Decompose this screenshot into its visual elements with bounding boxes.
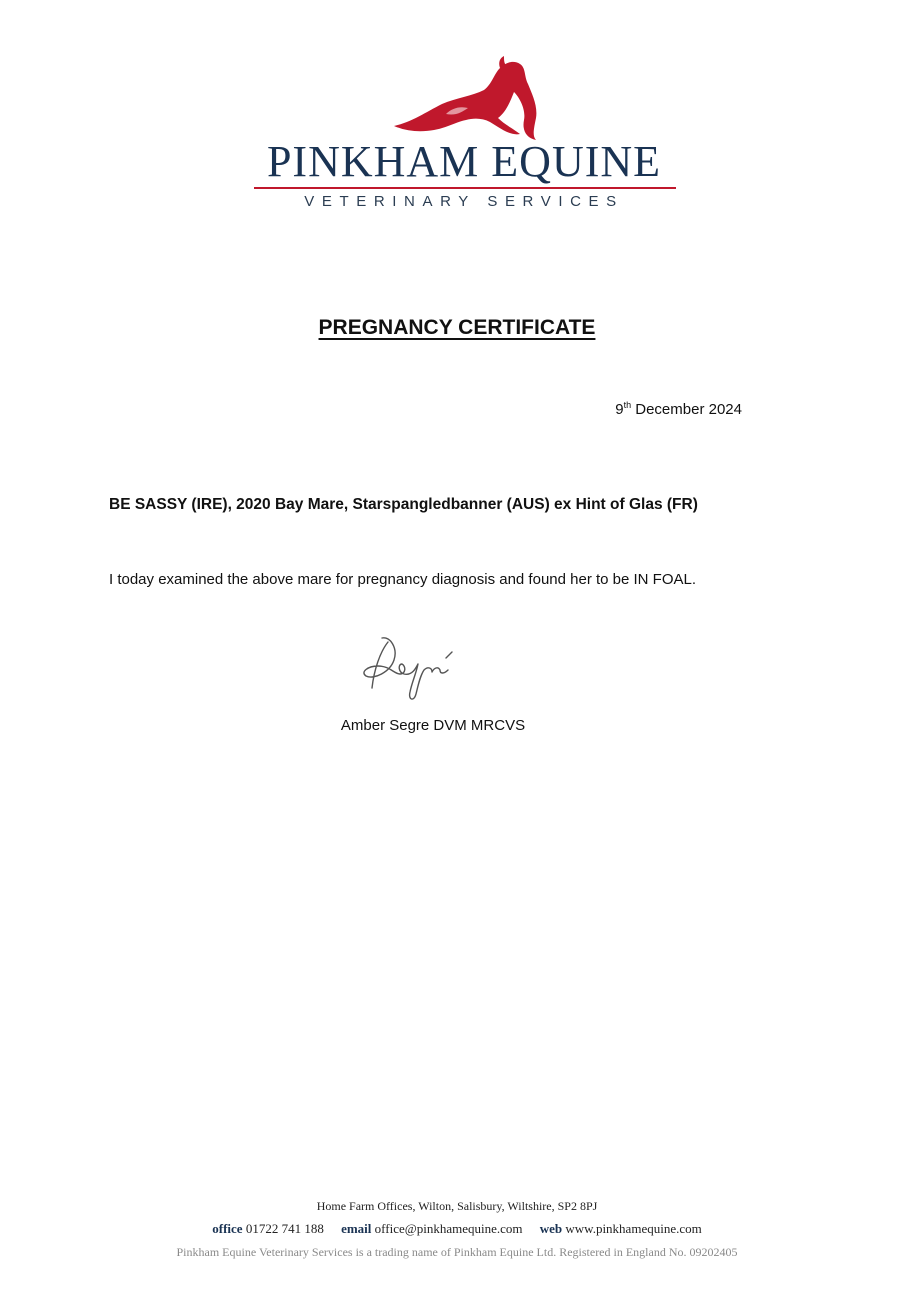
footer-legal-notice: Pinkham Equine Veterinary Services is a trading name of Pinkham Equine Ltd. Registered in England No. 09202405: [176, 1245, 738, 1259]
company-name: PINKHAM EQUINE: [266, 137, 662, 186]
company-logo: [246, 56, 682, 218]
footer-contacts: [0, 1221, 914, 1237]
date-suffix: th: [623, 400, 632, 410]
email-label: email: [341, 1221, 372, 1236]
examination-statement: I today examined the above mare for pregnancy diagnosis and found her to be IN FOAL.: [109, 571, 697, 588]
footer-address: Home Farm Offices, Wilton, Salisbury, Wiltshire, SP2 8PJ: [316, 1199, 598, 1213]
date-day: 9: [615, 401, 624, 418]
certificate-title: PREGNANCY CERTIFICATE: [318, 316, 596, 339]
handwritten-signature: [360, 630, 470, 704]
certificate-date: [615, 401, 742, 418]
email-address[interactable]: office@pinkhamequine.com: [374, 1221, 523, 1236]
horse-icon: [386, 56, 546, 142]
horse-details: BE SASSY (IRE), 2020 Bay Mare, Starspangledbanner (AUS) ex Hint of Glas (FR): [109, 496, 698, 513]
logo-divider: [254, 187, 676, 189]
office-label: office: [212, 1221, 243, 1236]
company-subtitle: VETERINARY SERVICES: [304, 193, 624, 210]
signatory-name: Amber Segre DVM MRCVS: [340, 717, 526, 734]
web-label: web: [539, 1221, 563, 1236]
website-link[interactable]: www.pinkhamequine.com: [565, 1221, 702, 1236]
date-month-year: December 2024: [631, 401, 742, 418]
office-phone: 01722 741 188: [245, 1221, 324, 1236]
